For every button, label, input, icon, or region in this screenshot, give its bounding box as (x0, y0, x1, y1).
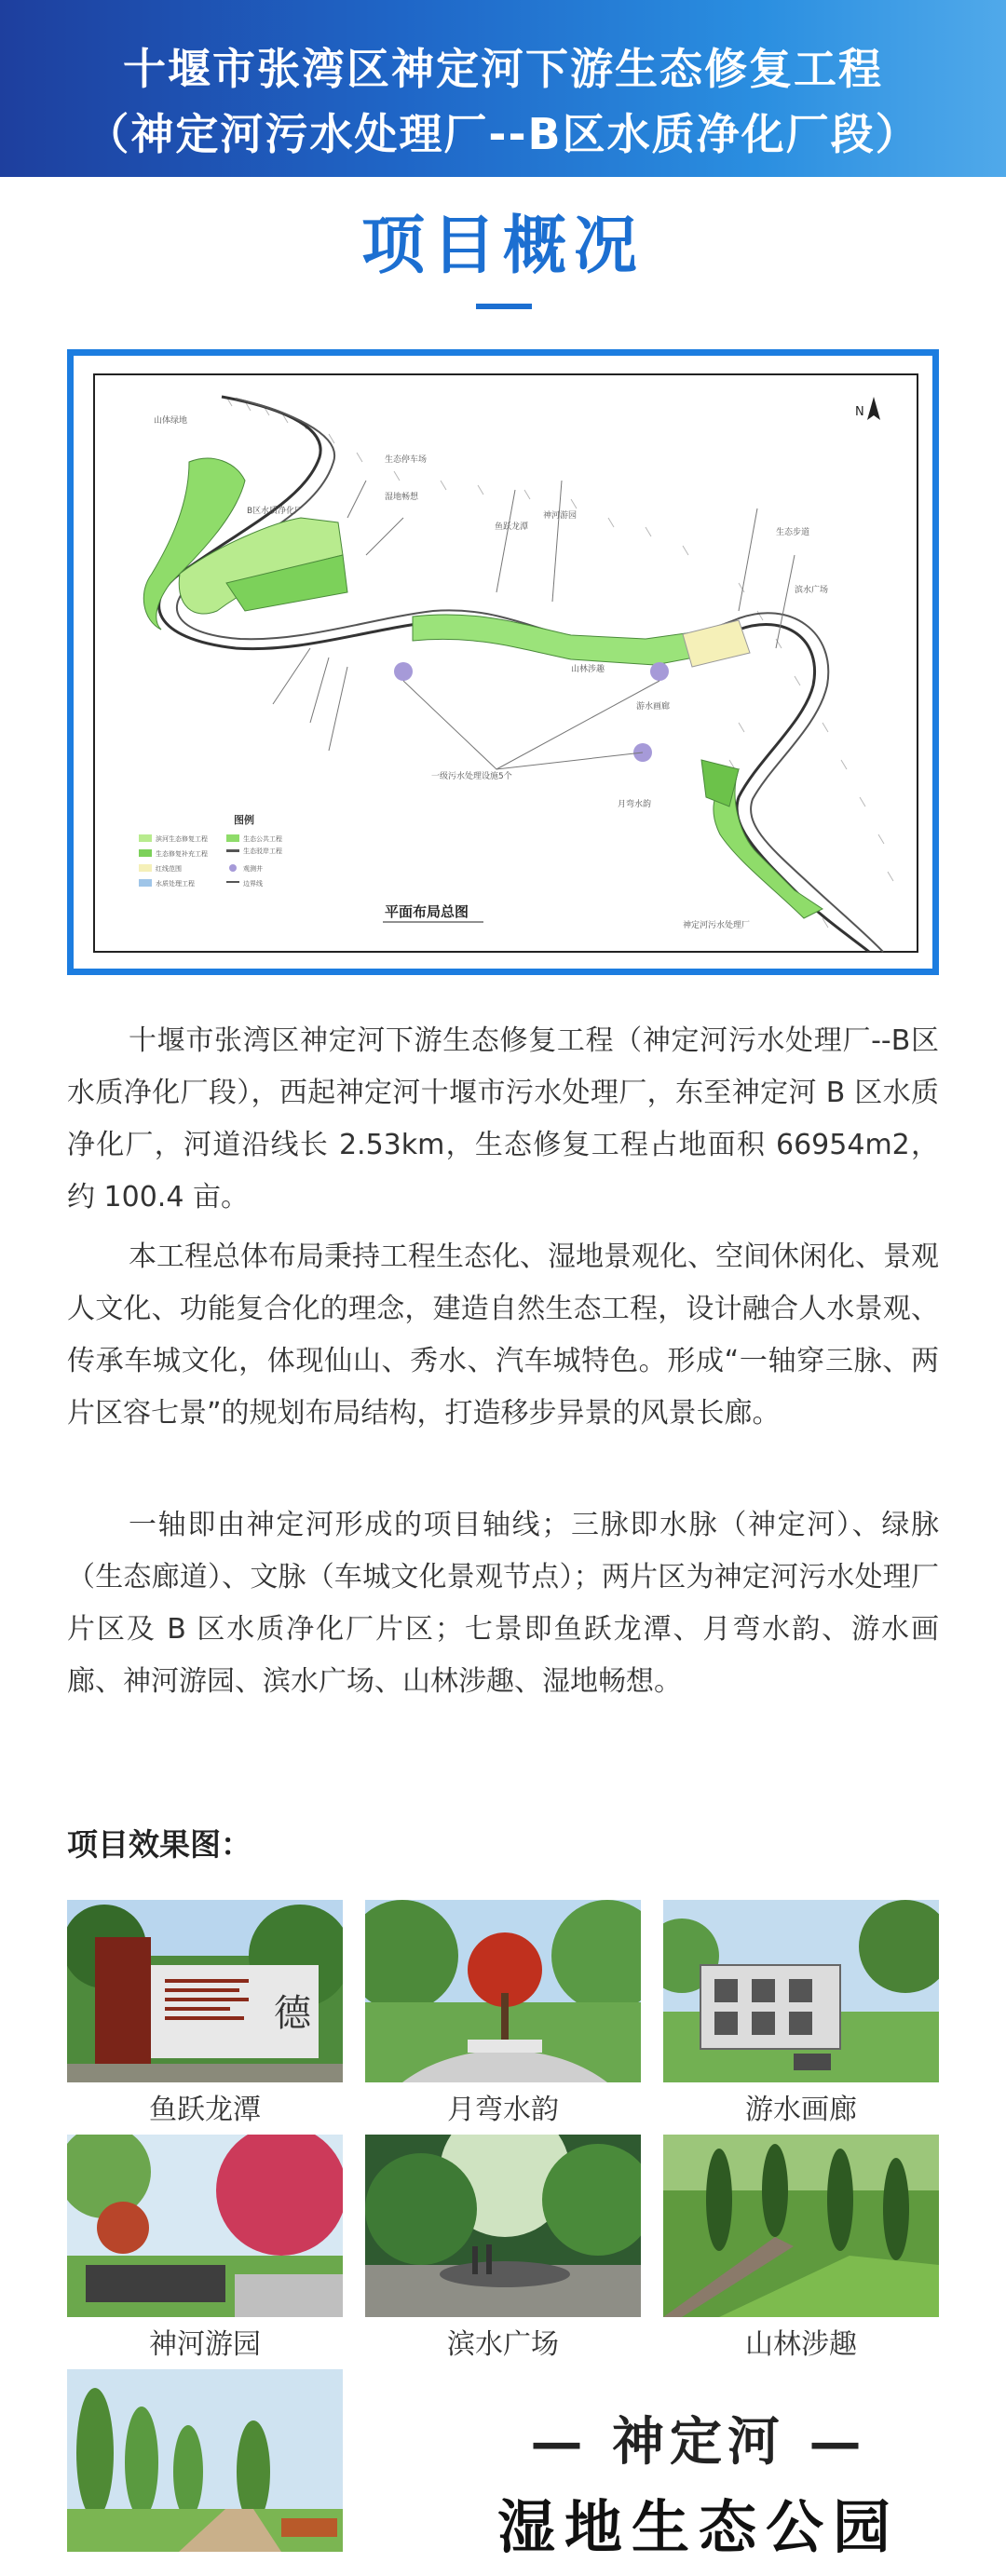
svg-text:德: 德 (274, 1992, 311, 2035)
map-label-plant: 神定河污水处理厂 (683, 921, 751, 930)
site-plan-drawing (87, 369, 919, 956)
map-label-facilities: 一级污水处理设施5个 (431, 772, 512, 781)
paragraph-intro: 十堰市张湾区神定河下游生态修复工程（神定河污水处理厂--B区水质净化厂段），西起神定河十堰市污水处理厂，东至神定河 B 区水质净化厂，河道沿线长 2.53km，生态修复工程占地面积 66954m2，约 100.4 亩。 (67, 1024, 939, 1213)
title-underline (476, 304, 532, 309)
map-label-trail: 生态步道 (776, 528, 810, 537)
map-label-park: 神河游园 (543, 511, 578, 521)
map-label-wetland: 湿地畅想 (385, 493, 419, 502)
paragraph-layout: 本工程总体布局秉持工程生态化、湿地景观化、空间休闲化、景观人文化、功能复合化的理念，建造自然生态工程，设计融合人水景观、传承车城文化，体现仙山、秀水、汽车城特色。形成“一轴穿三脉、两片区容七景”的规划布局结构，打造移步异景的风景长廊。 (67, 1241, 939, 1430)
svg-text:红线范围: 红线范围 (156, 865, 182, 873)
header-banner (0, 0, 1006, 177)
rendering-fish-dragon (67, 1900, 343, 2082)
caption-water-gallery: 游水画廊 (745, 2094, 857, 2126)
svg-text:滨河生态修复工程: 滨河生态修复工程 (156, 835, 208, 843)
rendering-waterside-plaza (365, 2135, 641, 2317)
caption-river-garden: 神河游园 (149, 2328, 261, 2361)
section-title: 项目概况 (360, 210, 645, 283)
effects-heading: 项目效果图： (67, 1826, 252, 1863)
map-label-gallery: 游水画廊 (636, 702, 671, 712)
caption-fish-dragon: 鱼跃龙潭 (149, 2094, 261, 2126)
rendering-moon-water (365, 1900, 641, 2082)
caption-forest-trail: 山林涉趣 (745, 2328, 857, 2361)
svg-text:生态驳岸工程: 生态驳岸工程 (243, 847, 282, 855)
banner-title-line1: 十堰市张湾区神定河下游生态修复工程 (123, 44, 883, 94)
north-label: N (855, 405, 864, 419)
map-label-moon: 月弯水韵 (618, 800, 652, 809)
rendering-river-garden (67, 2135, 343, 2317)
svg-text:图例: 图例 (234, 814, 254, 826)
slogan-line1: — 神定河 — (530, 2411, 867, 2473)
rendering-water-gallery (663, 1900, 939, 2082)
slogan-line2: 湿地生态公园 (496, 2493, 900, 2561)
caption-waterside-plaza: 滨水广场 (447, 2328, 559, 2361)
svg-text:水质处理工程: 水质处理工程 (156, 880, 195, 888)
map-label-fish: 鱼跃龙潭 (495, 522, 529, 532)
caption-moon-water: 月弯水韵 (447, 2094, 559, 2126)
map-label-plaza: 滨水广场 (795, 586, 829, 595)
map-label-parking: 生态停车场 (385, 455, 428, 465)
site-plan-map (67, 349, 939, 975)
svg-text:生态修复补充工程: 生态修复补充工程 (156, 850, 208, 858)
map-label-b-plant: B区水质净化厂 (247, 507, 304, 516)
rendering-wetland-park (67, 2369, 343, 2552)
map-label-forest: 山林涉趣 (571, 665, 605, 674)
map-caption: 平面布局总图 (385, 903, 469, 920)
svg-text:观测井: 观测井 (243, 865, 263, 873)
map-label-mountain: 山体绿地 (154, 416, 188, 426)
svg-text:边界线: 边界线 (243, 880, 263, 888)
rendering-forest-trail (663, 2135, 939, 2317)
banner-title-line2: （神定河污水处理厂--B区水质净化厂段） (86, 109, 920, 159)
paragraph-structure: 一轴即由神定河形成的项目轴线；三脉即水脉（神定河）、绿脉（生态廊道）、文脉（车城文化景观节点）；两片区为神定河污水处理厂片区及 B 区水质净化厂片区；七景即鱼跃龙潭、月弯水韵、游水画廊、神河游园、滨水广场、山林涉趣、湿地畅想。 (67, 1509, 939, 1698)
svg-text:生态公共工程: 生态公共工程 (243, 835, 282, 843)
